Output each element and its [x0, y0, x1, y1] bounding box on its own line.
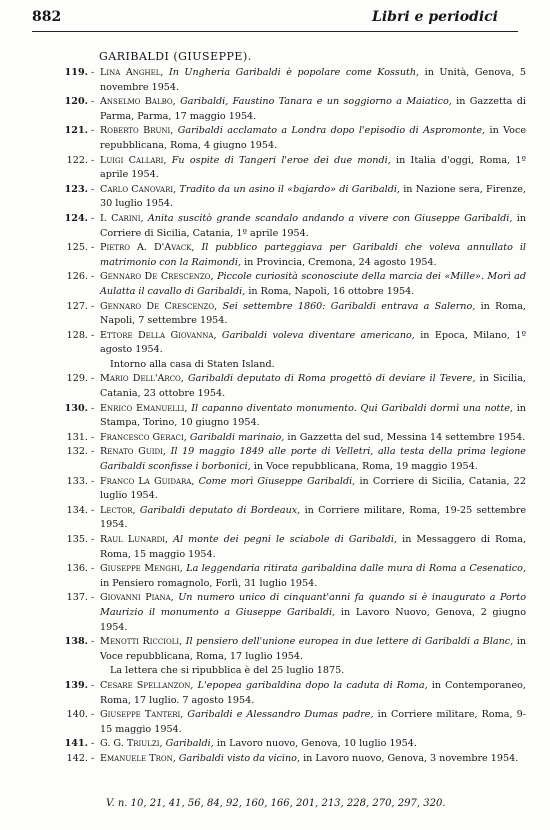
entry-body [100, 300, 526, 329]
entry-author: Giovanni Piana, [100, 592, 174, 604]
entry-body [100, 124, 526, 153]
entry-title: Garibaldi e Alessandro Dumas padre, [187, 709, 374, 721]
entry-note: La lettera che si ripubblica è del 25 luglio 1875. [110, 665, 345, 677]
entry-author: Lector, [100, 504, 136, 516]
entry-source: in Lavoro Nuovo, Genova, 2 giugno 1954. [100, 606, 526, 633]
entry-source: in Contemporaneo, Roma, 17 luglio. 7 agosto 1954. [100, 679, 526, 706]
entry-number: 122. [66, 154, 88, 166]
entry-dash: - [91, 212, 95, 224]
entry-body [100, 183, 526, 212]
entry-body [100, 270, 526, 299]
entry-body [100, 329, 526, 358]
entry-body [100, 504, 526, 533]
entry-title: Garibaldi, Faustino Tanara e un soggiorno a Maiatico, [180, 96, 452, 108]
entry-author: Franco La Guidara, [100, 475, 195, 487]
entry-body [100, 402, 526, 431]
entry-note: Intorno alla casa di Staten Island. [110, 358, 275, 370]
entry-source: in Corriere militare, Roma, 19-25 settembre 1954. [100, 504, 526, 531]
entry-body [100, 708, 526, 737]
entry-title: Garibaldi voleva diventare americano, [221, 329, 415, 341]
entry-body [100, 445, 526, 474]
entry-title: Garibaldi visto da vicino, [178, 752, 300, 764]
entry-dash: - [91, 125, 95, 137]
entry-dash: - [91, 592, 95, 604]
entry-source: in Pensiero romagnolo, Forlì, 31 luglio 1954. [100, 577, 318, 589]
entry-title: Il pensiero dell'unione europea in due lettere di Garibaldi a Blanc, [185, 636, 514, 648]
entry-author: G. G. Triulzi, [100, 738, 163, 750]
entry-title: La leggendaria ritirata garibaldina dalle mura di Roma a Cesenatico, [186, 563, 526, 575]
section-heading: GARIBALDI (GIUSEPPE). [99, 50, 252, 63]
entry-number: 128. [66, 329, 88, 341]
entry-number: 134. [66, 504, 88, 516]
bibliography-entry [60, 154, 526, 183]
entry-body [100, 212, 526, 241]
entry-dash: - [91, 752, 95, 764]
entry-dash: - [91, 300, 95, 312]
entry-dash: - [91, 431, 95, 443]
entry-title: L'epopea garibaldina dopo la caduta di Roma, [197, 679, 428, 691]
entry-author: Luigi Callari, [100, 154, 167, 166]
entry-dash: - [91, 67, 95, 78]
entry-author: Ettore Della Giovanna, [100, 329, 217, 341]
entry-author: Enrico Emanuelli, [100, 402, 188, 414]
entry-dash: - [91, 96, 95, 108]
bibliography-entry [60, 475, 526, 504]
entry-author: Mario Dell'Arco, [100, 373, 184, 385]
entry-dash: - [91, 154, 95, 166]
entry-source: in Italia d'oggi, Roma, 1º aprile 1954. [100, 154, 526, 181]
entry-body [100, 591, 526, 635]
running-title: Libri e periodici [372, 9, 498, 25]
entry-source: in Nazione sera, Firenze, 30 luglio 1954. [100, 183, 526, 210]
entry-body [100, 679, 526, 708]
entry-source: in Roma, Napoli, 16 ottobre 1954. [248, 285, 415, 297]
entry-author: Pietro A. D'Avack, [100, 242, 195, 254]
entry-dash: - [91, 504, 95, 516]
entry-number: 119. [64, 67, 88, 78]
entry-title: Tradito da un asino il «bajardo» di Garibaldi, [179, 183, 400, 195]
entry-title: Come morì Giuseppe Garibaldi, [198, 475, 356, 487]
entry-number: 121. [64, 125, 88, 137]
entry-source: in Voce repubblicana, Roma, 17 luglio 1954. [100, 636, 526, 662]
cross-reference-note: V. n. 10, 21, 41, 56, 84, 92, 160, 166, 201, 213, 228, 270, 297, 320. [106, 798, 446, 809]
entry-title: Il 19 maggio 1849 alle porte di Velletri, alla testa della prima legione Garibaldi sconfisse i borbonici, [100, 446, 526, 473]
entry-author: Lina Anghel, [100, 67, 164, 78]
bibliography-entry [60, 329, 526, 373]
bibliography-entry [60, 431, 526, 446]
entry-source: in Sicilia, Catania, 23 ottobre 1954. [100, 373, 526, 400]
entry-author: I. Carini, [100, 212, 144, 224]
bibliography-entry [60, 562, 526, 591]
entry-title: Garibaldi deputato di Roma progettò di deviare il Tevere, [187, 373, 476, 385]
entry-source: in Voce repubblicana, Roma, 4 giugno 1954. [100, 125, 527, 151]
entry-body [100, 752, 526, 767]
bibliography-entry [60, 533, 526, 562]
bibliography-entry [60, 635, 526, 679]
entry-number: 139. [64, 679, 88, 691]
entry-title: Un numero unico di cinquant'anni fa quando si è inaugurato a Porto Maurizio il monumento a Giuseppe Garibaldi, [100, 592, 526, 618]
entry-source: in Lavoro nuovo, Genova, 10 luglio 1954. [216, 738, 417, 750]
entry-author: Renato Guidi, [100, 446, 166, 458]
entry-title: Sei settembre 1860: Garibaldi entrava a Salerno, [222, 300, 476, 312]
entry-body [100, 737, 526, 752]
entry-title: Il pubblico parteggiava per Garibaldi che voleva annullato il matrimonio con la Raimondi, [100, 242, 526, 268]
entry-author: Giuseppe Tanteri, [100, 709, 184, 721]
bibliography-entry [60, 752, 526, 767]
entry-source: in Epoca, Milano, 1º agosto 1954. [100, 329, 526, 356]
entry-number: 132. [66, 446, 88, 458]
entry-body [100, 475, 526, 504]
entry-source: in Gazzetta di Parma, Parma, 17 maggio 1954. [100, 96, 526, 122]
page-number: 882 [32, 9, 62, 25]
bibliography-entry [60, 402, 526, 431]
entry-number: 136. [66, 563, 88, 575]
entry-number: 120. [64, 96, 88, 108]
entry-title: Il capanno diventato monumento. Qui Garibaldi dormì una notte, [191, 402, 513, 414]
entry-dash: - [91, 271, 95, 283]
entry-author: Gennaro De Crescenzo, [100, 300, 218, 312]
entry-dash: - [91, 475, 95, 487]
bibliography-entry [60, 679, 526, 708]
entry-source: in Corriere militare, Roma, 9-15 maggio 1954. [100, 709, 526, 735]
entry-dash: - [91, 329, 95, 341]
entry-source: in Gazzetta del sud, Messina 14 settembre 1954. [287, 431, 526, 443]
entry-body [100, 95, 526, 124]
entry-body [100, 562, 526, 591]
entry-author: Carlo Canovari, [100, 183, 177, 195]
entry-number: 135. [66, 534, 88, 545]
entry-title: Garibaldi acclamato a Londra dopo l'episodio di Aspromonte, [177, 125, 486, 137]
header-rule [32, 31, 518, 32]
entry-body [100, 154, 526, 183]
entry-author: Francesco Geraci, [100, 431, 187, 443]
entry-dash: - [91, 373, 95, 385]
entry-title: Garibaldi deputato di Bordeaux, [139, 504, 301, 516]
entry-number: 125. [66, 242, 88, 254]
entry-body [100, 66, 526, 95]
entry-author: Roberto Bruni, [100, 125, 174, 137]
entry-source: in Lavoro nuovo, Genova, 3 novembre 1954. [303, 752, 519, 764]
entry-number: 131. [66, 431, 88, 443]
entry-title: In Ungheria Garibaldi è popolare come Kossuth, [168, 67, 420, 78]
page-header [32, 9, 518, 29]
entry-number: 138. [64, 636, 88, 648]
entry-dash: - [91, 563, 95, 575]
entry-title: Piccole curiosità sconosciute della marcia dei «Mille». Morì ad Aulatta il cavallo di Garibaldi, [100, 271, 526, 297]
bibliography-entry [60, 591, 526, 635]
entry-author: Emanuele Tron, [100, 752, 176, 764]
entry-number: 133. [66, 475, 88, 487]
entry-body [100, 431, 526, 446]
entry-author: Gennaro De Crescenzo, [100, 271, 214, 283]
entry-source: in Roma, Napoli, 7 settembre 1954. [100, 300, 526, 327]
entry-source: in Provincia, Cremona, 24 agosto 1954. [244, 256, 437, 268]
entry-dash: - [91, 242, 95, 254]
entry-title: Anita suscitò grande scandalo andando a vivere con Giuseppe Garibaldi, [147, 212, 513, 224]
bibliography-entry [60, 124, 526, 153]
entry-source: in Unità, Genova, 5 novembre 1954. [100, 67, 526, 93]
entry-dash: - [91, 738, 95, 750]
entry-dash: - [91, 679, 95, 691]
entry-source: in Stampa, Torino, 10 giugno 1954. [100, 402, 526, 429]
entry-number: 129. [66, 373, 88, 385]
entry-dash: - [91, 446, 95, 458]
entry-dash: - [91, 183, 95, 195]
entry-source: in Messaggero di Roma, Roma, 15 maggio 1954. [100, 534, 526, 560]
bibliography-entry [60, 95, 526, 124]
entry-dash: - [91, 636, 95, 648]
bibliography-entry [60, 66, 526, 95]
entry-author: Raul Lunardi, [100, 534, 169, 545]
entry-source: in Corriere di Sicilia, Catania, 1º aprile 1954. [100, 212, 526, 239]
entry-dash: - [91, 709, 95, 721]
bibliography-entry [60, 270, 526, 299]
entry-number: 123. [64, 183, 88, 195]
bibliography-entry [60, 300, 526, 329]
entry-number: 141. [64, 738, 88, 750]
entry-body [100, 372, 526, 401]
bibliography-list [60, 66, 526, 767]
entry-number: 142. [66, 752, 88, 764]
entry-title: Garibaldi, [165, 738, 214, 750]
entry-source: in Corriere di Sicilia, Catania, 22 luglio 1954. [100, 475, 526, 502]
bibliography-entry [60, 212, 526, 241]
entry-number: 124. [64, 212, 88, 224]
entry-number: 130. [64, 402, 88, 414]
entry-title: Fu ospite di Tangeri l'eroe dei due mondi, [171, 154, 391, 166]
bibliography-entry [60, 708, 526, 737]
entry-body [100, 635, 526, 664]
bibliography-entry [60, 504, 526, 533]
entry-dash: - [91, 534, 95, 545]
bibliography-entry [60, 445, 526, 474]
entry-source: in Voce repubblicana, Roma, 19 maggio 1954. [253, 461, 478, 473]
entry-author: Anselmo Balbo, [100, 96, 176, 108]
bibliography-entry [60, 372, 526, 401]
bibliography-entry [60, 737, 526, 752]
entry-body [100, 241, 526, 270]
bibliography-entry [60, 183, 526, 212]
entry-author: Cesare Spellanzon, [100, 679, 194, 691]
entry-body [100, 533, 526, 562]
entry-author: Giuseppe Menghi, [100, 563, 183, 575]
entry-number: 127. [66, 300, 88, 312]
entry-dash: - [91, 402, 95, 414]
entry-number: 140. [66, 709, 88, 721]
entry-title: Al monte dei pegni le sciabole di Garibaldi, [173, 534, 398, 545]
entry-author: Menotti Riccioli, [100, 636, 183, 648]
entry-number: 126. [66, 271, 88, 283]
entry-number: 137. [66, 592, 88, 604]
bibliography-entry [60, 241, 526, 270]
entry-title: Garibaldi marinaio, [189, 431, 285, 443]
